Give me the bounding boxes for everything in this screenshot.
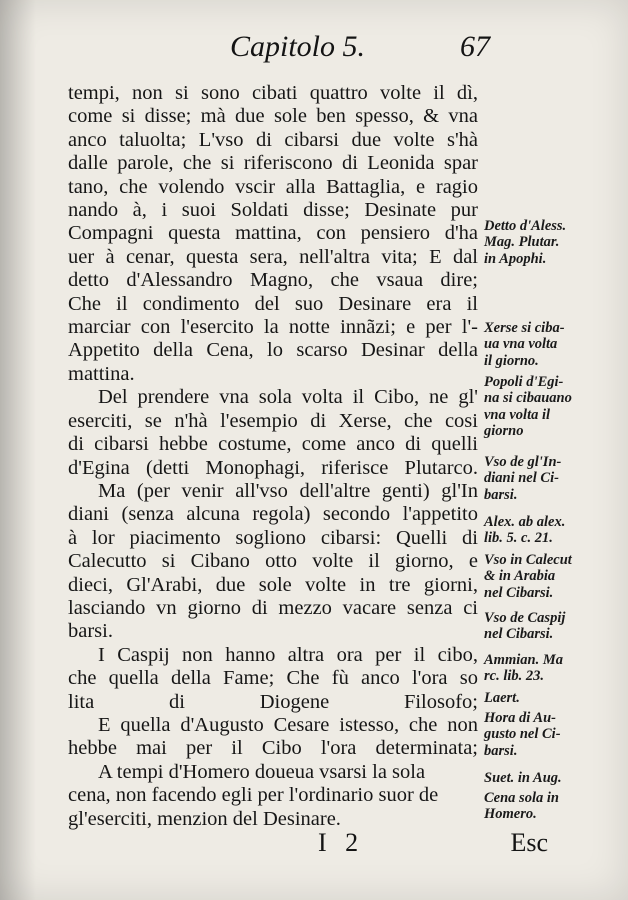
text-line: lita di Diogene Filosofo; — [68, 690, 478, 713]
text-line: marciar con l'esercito la notte innãzi; e per l'- — [68, 316, 478, 339]
note-line: barsi. — [484, 742, 518, 759]
text-line: Appetito della Cena, lo scarso Desinar della — [68, 339, 478, 362]
marginal-note — [484, 374, 572, 440]
text-line: Compagni questa mattina, con pensiero d'ha — [68, 222, 478, 245]
note-line: Suet. in Aug. — [484, 770, 562, 786]
paragraph-5 — [68, 714, 478, 761]
note-line: rc. lib. 23. — [484, 668, 545, 685]
text-line: E quella d'Augusto Cesare istesso, che non — [98, 713, 478, 736]
text-line: diani (senza alcuna regola) secondo l'appetito — [68, 503, 478, 526]
text-line: di cibarsi hebbe costume, come anco di quelli — [68, 433, 478, 456]
page-footer — [318, 828, 548, 862]
marginal-note — [484, 610, 565, 643]
text-line: anco taluolta; L'vso di cibarsi due volte s'hà — [68, 128, 478, 151]
note-line: barsi. — [484, 486, 518, 503]
note-line: & in Arabia — [484, 568, 556, 585]
text-line: cena, non facendo egli per l'ordinario suor de — [68, 784, 439, 807]
note-line: Hora di Au- — [484, 710, 556, 726]
note-line: Detto d'Aless. — [484, 218, 567, 234]
catchword: Esc — [510, 828, 548, 857]
page-number: 67 — [460, 30, 490, 63]
note-line: Mag. Plutar. — [484, 234, 560, 251]
marginal-note — [484, 690, 520, 706]
running-header — [230, 30, 490, 70]
text-line: lasciando vn giorno di mezzo vacare senza ci — [68, 596, 478, 619]
text-line: barsi. — [68, 620, 113, 643]
text-line: detto d'Alessandro Magno, che vsaua dire; — [68, 269, 478, 292]
note-line: Vso in Calecut — [484, 552, 572, 568]
text-line: Ma (per venir all'vso dell'altre genti) gl'In — [98, 479, 478, 502]
text-line: come si disse; mà due sole ben spesso, & vna — [68, 105, 478, 128]
text-line: tano, che volendo vscir alla Battaglia, e ragio — [68, 175, 478, 198]
note-line: ua vna volta — [484, 336, 558, 353]
note-line: Laert. — [484, 690, 520, 706]
note-line: na si cibauano — [484, 390, 572, 407]
note-line: gusto nel Ci- — [484, 726, 561, 743]
text-line: à lor piacimento sogliono cibarsi: Quelli di — [68, 526, 478, 549]
text-line: gl'eserciti, menzion del Desinare. — [68, 807, 341, 830]
note-line: Ammian. Ma — [484, 652, 563, 668]
paragraph-4 — [68, 644, 478, 714]
paragraph-6 — [68, 761, 478, 831]
gutter-shadow — [0, 0, 36, 900]
note-line: Homero. — [484, 806, 537, 823]
note-line: Alex. ab alex. — [484, 514, 566, 530]
note-line: Cena sola in — [484, 790, 559, 806]
note-line: Popoli d'Egi- — [484, 374, 564, 390]
marginal-note — [484, 552, 572, 601]
text-line: Che il condimento del suo Desinare era il — [68, 292, 478, 315]
marginal-note — [484, 790, 559, 823]
note-line: vna volta il — [484, 406, 551, 423]
note-line: il giorno. — [484, 352, 539, 369]
note-line: diani nel Ci- — [484, 470, 559, 487]
text-line: mattina. — [68, 362, 135, 385]
text-line: dieci, Gl'Arabi, due sole volte in tre giorni, — [68, 573, 478, 596]
text-line: I Caspij non hanno altra ora per il cibo, — [98, 643, 478, 666]
paragraph-2 — [68, 386, 478, 480]
text-line: Del prendere vna sola volta il Cibo, ne gl' — [98, 386, 478, 409]
text-line: A tempi d'Homero doueua vsarsi la sola — [98, 760, 426, 783]
marginal-note — [484, 320, 565, 369]
marginal-note — [484, 710, 561, 759]
marginal-note — [484, 652, 563, 685]
note-line: nel Cibarsi. — [484, 584, 554, 601]
text-line: d'Egina (detti Monophagi, riferisce Plutarco. — [68, 456, 478, 479]
note-line: Xerse si ciba- — [484, 320, 565, 336]
main-text — [68, 82, 478, 831]
chapter-title: Capitolo 5. — [230, 30, 366, 63]
note-line: giorno — [484, 423, 524, 440]
marginal-note — [484, 514, 565, 547]
note-line: Vso de gl'In- — [484, 454, 562, 470]
note-line: in Apophi. — [484, 250, 547, 267]
text-line: eserciti, se n'hà l'esempio di Xerse, che cosi — [68, 409, 478, 432]
text-line: hebbe mai per il Cibo l'ora determinata; — [68, 737, 478, 760]
paragraph-3 — [68, 480, 478, 644]
text-line: uer à cenar, questa sera, nell'altra vita; E dal — [68, 245, 478, 268]
marginal-note — [484, 770, 562, 786]
paragraph-1 — [68, 82, 478, 386]
text-line: che quella della Fame; Che fù anco l'ora so — [68, 667, 478, 690]
text-line: nando à, i suoi Soldati disse; Desinate pur — [68, 199, 478, 222]
marginal-note — [484, 454, 561, 503]
text-line: tempi, non si sono cibati quattro volte il dì, — [68, 82, 478, 104]
marginal-note — [484, 218, 566, 267]
signature-mark: I 2 — [318, 828, 365, 857]
note-line: lib. 5. c. 21. — [484, 530, 553, 547]
text-line: Calecutto si Cibano otto volte il giorno, e — [68, 550, 478, 573]
note-line: Vso de Caspij — [484, 610, 566, 626]
note-line: nel Cibarsi. — [484, 626, 554, 643]
text-line: dalle parole, che si riferiscono di Leonida spar — [68, 152, 478, 175]
